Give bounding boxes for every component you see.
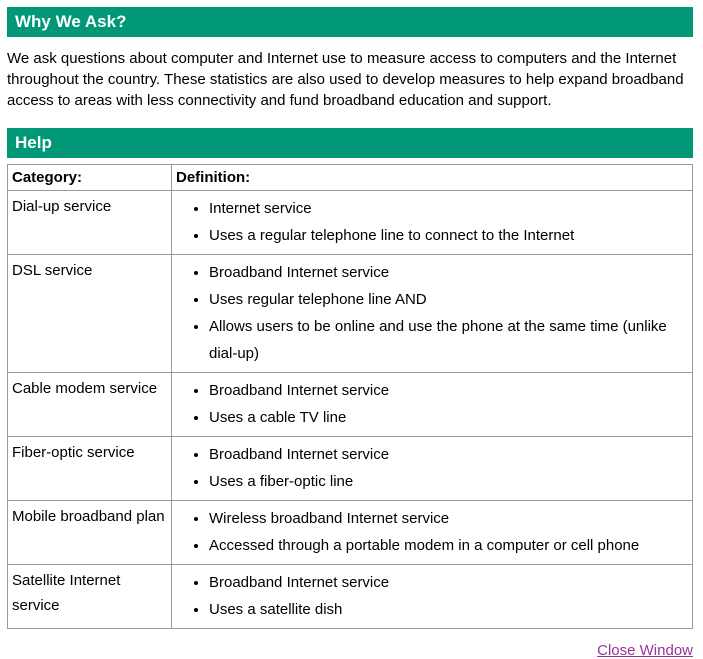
definition-cell	[172, 565, 693, 629]
table-row	[8, 191, 693, 255]
definition-list	[178, 441, 686, 495]
category-cell: Fiber-optic service	[8, 437, 172, 501]
why-we-ask-body: We ask questions about computer and Internet use to measure access to computers and the Internet throughout the country. These statistics are also used to develop measures to help expand broadband access to areas with less connectivity and fund broadband education and support.	[7, 50, 684, 109]
definition-item: • Uses a cable TV line	[209, 404, 686, 431]
definition-cell	[172, 255, 693, 373]
table-row	[8, 565, 693, 629]
why-we-ask-header: Why We Ask?	[7, 7, 693, 37]
definition-item: • Allows users to be online and use the phone at the same time (unlike dial-up)	[209, 313, 686, 367]
category-cell: DSL service	[8, 255, 172, 373]
table-row	[8, 501, 693, 565]
definition-cell	[172, 501, 693, 565]
definition-item: • Broadband Internet service	[209, 377, 686, 404]
definition-list	[178, 569, 686, 623]
definition-item: • Uses a regular telephone line to connect to the Internet	[209, 222, 686, 249]
footer	[7, 642, 693, 659]
definition-item: • Uses regular telephone line AND	[209, 286, 686, 313]
table-header-row	[8, 165, 693, 191]
definition-cell	[172, 373, 693, 437]
help-dialog	[7, 7, 693, 659]
category-cell: Cable modem service	[8, 373, 172, 437]
category-cell: Dial-up service	[8, 191, 172, 255]
definition-list	[178, 505, 686, 559]
close-window-link[interactable]: Close Window	[597, 642, 693, 659]
definition-item: • Broadband Internet service	[209, 569, 686, 596]
definition-item: • Uses a fiber-optic line	[209, 468, 686, 495]
definition-list	[178, 195, 686, 249]
definition-list	[178, 377, 686, 431]
definition-item: • Uses a satellite dish	[209, 596, 686, 623]
definition-item: • Broadband Internet service	[209, 259, 686, 286]
definition-item: • Accessed through a portable modem in a computer or cell phone	[209, 532, 686, 559]
table-row	[8, 373, 693, 437]
definition-item: • Broadband Internet service	[209, 441, 686, 468]
table-row	[8, 255, 693, 373]
help-header: Help	[7, 128, 693, 158]
column-header-category: Category:	[8, 165, 172, 191]
definition-item: • Internet service	[209, 195, 686, 222]
table-row	[8, 437, 693, 501]
definition-item: • Wireless broadband Internet service	[209, 505, 686, 532]
category-cell: Satellite Internet service	[8, 565, 172, 629]
category-cell: Mobile broadband plan	[8, 501, 172, 565]
help-table	[7, 164, 693, 629]
definition-cell	[172, 437, 693, 501]
definition-cell	[172, 191, 693, 255]
definition-list	[178, 259, 686, 367]
column-header-definition: Definition:	[172, 165, 693, 191]
